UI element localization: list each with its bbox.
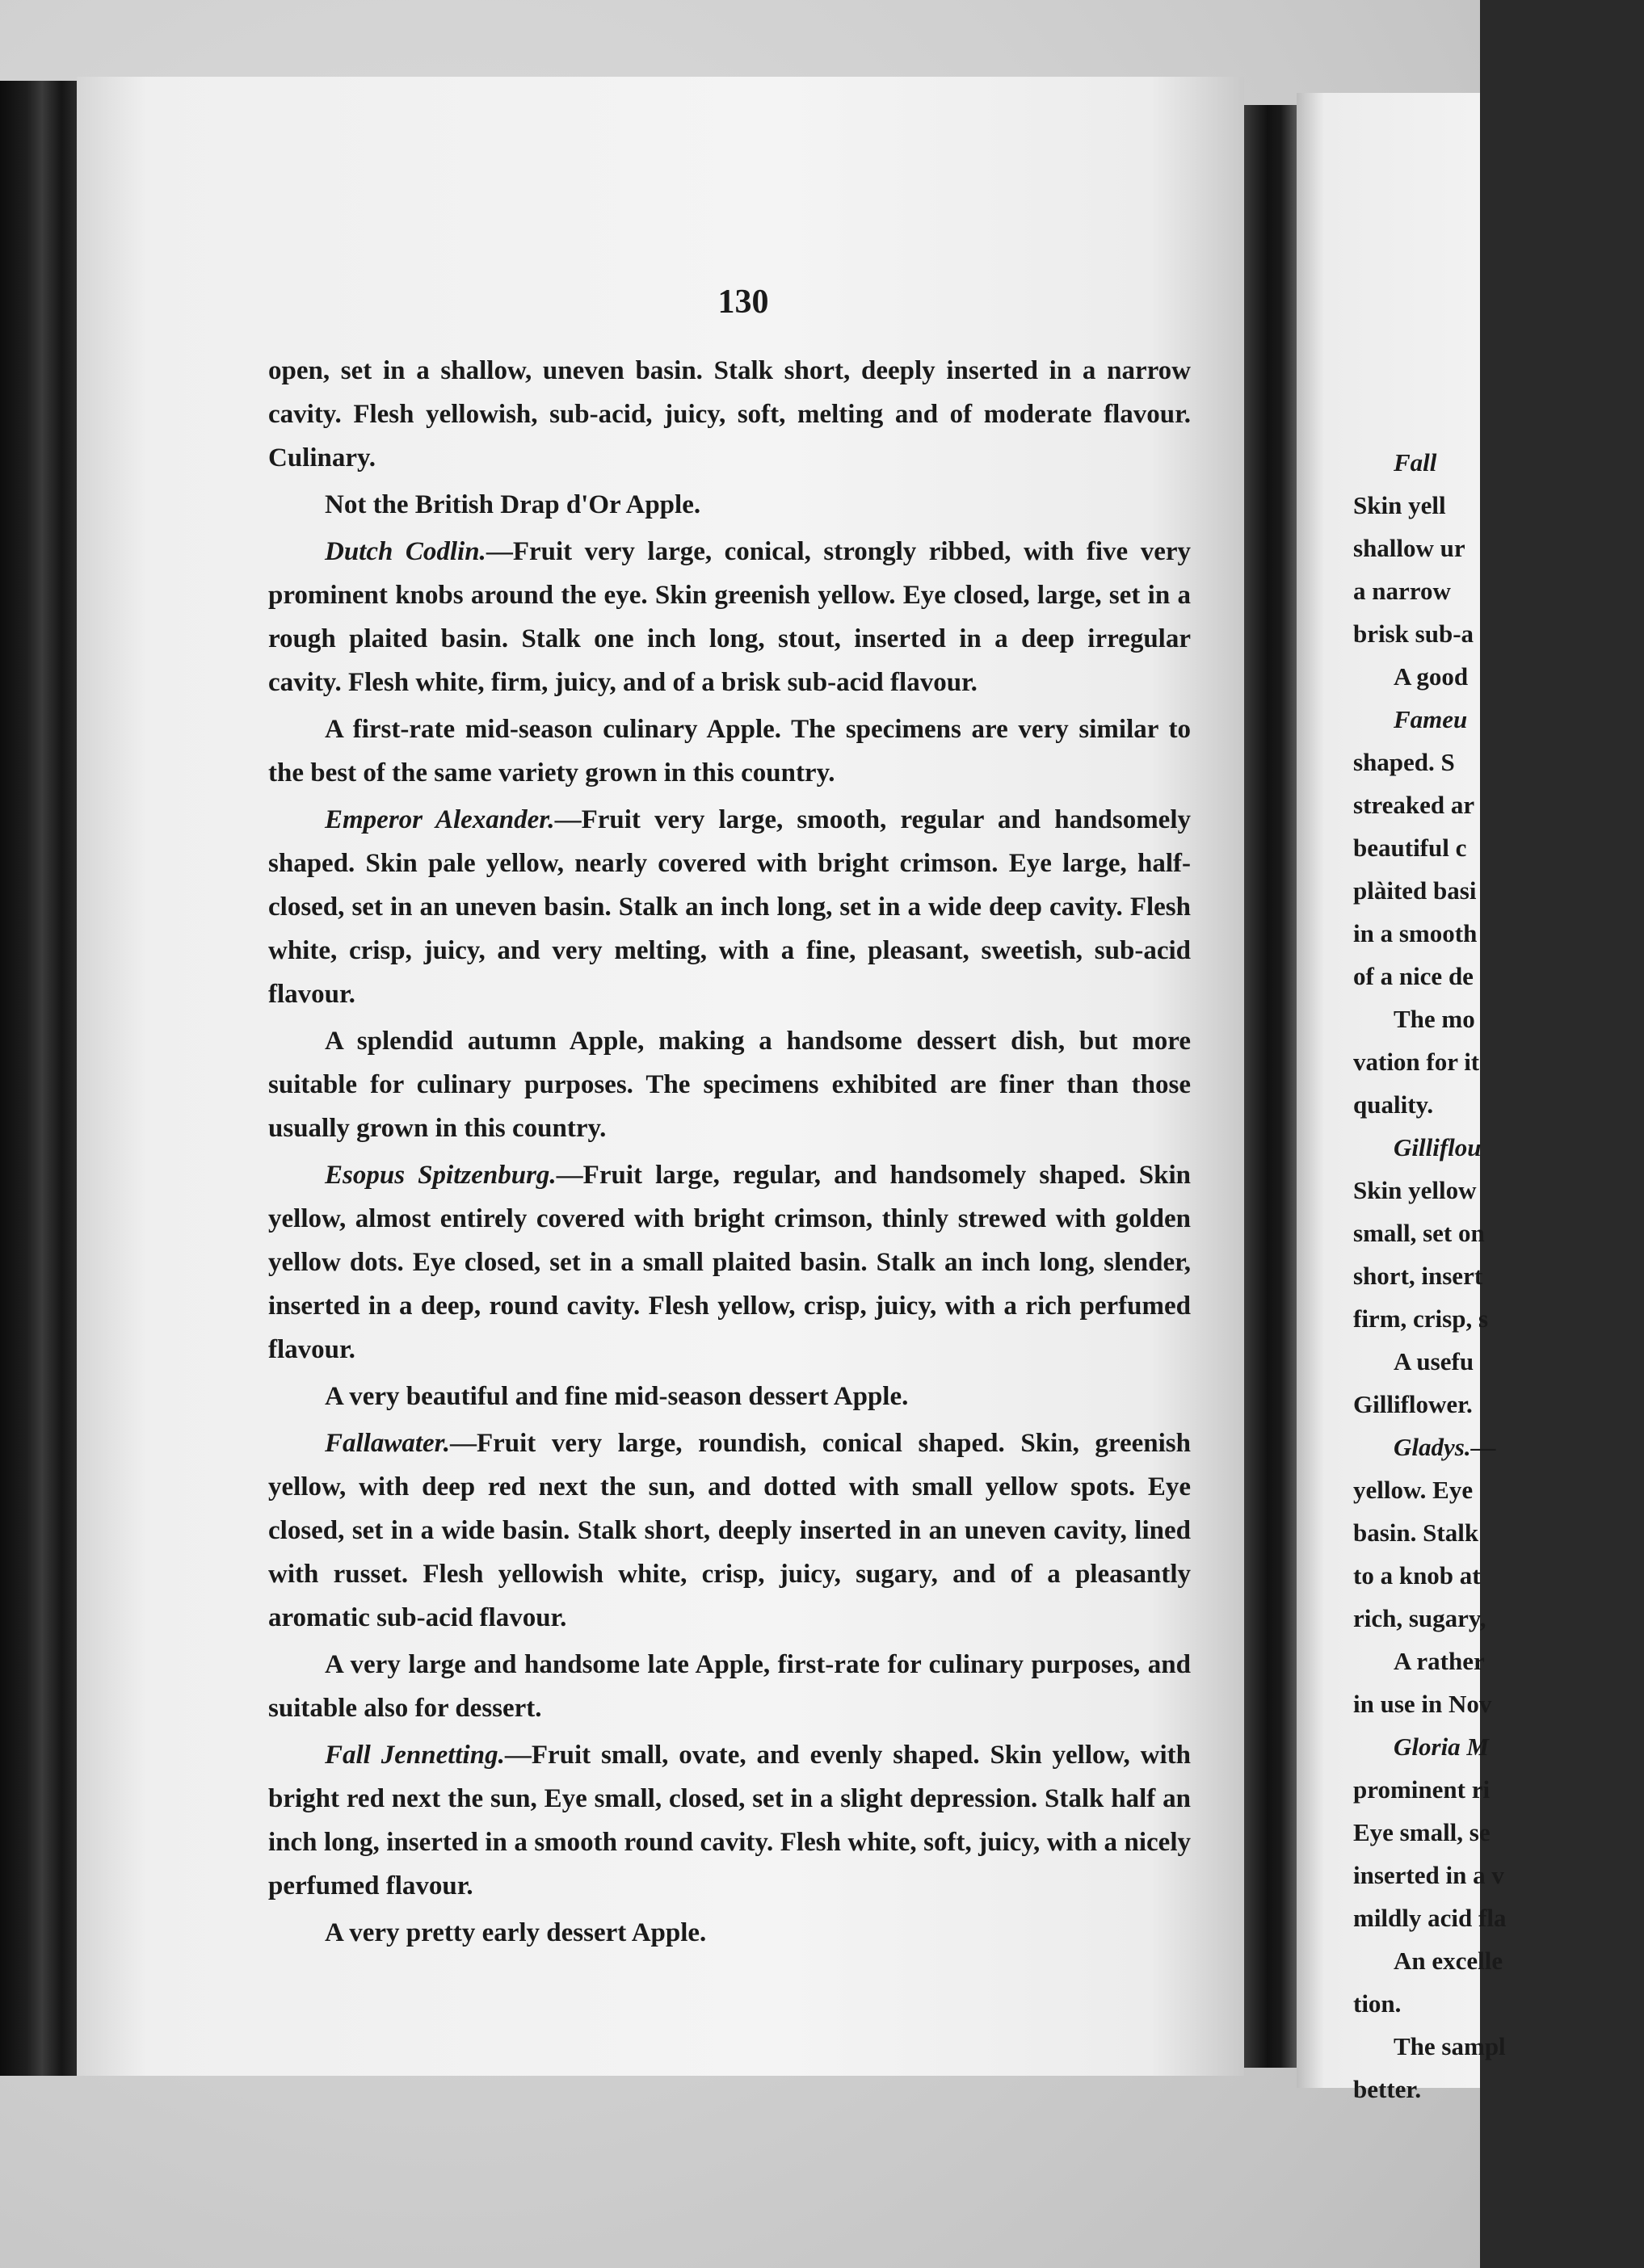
- right-page-line: A rather: [1394, 1647, 1485, 1675]
- paragraph-text: —Fruit very large, roundish, conical shaped. Skin, greenish yellow, with deep red next the sun, and dotted with small yellow spots. Eye closed, set in a wide basin. Stalk short, deeply inserted in an uneven cavity, lined with russet. Flesh yellowish white, crisp, juicy, sugary, and of a pleasantly aromatic sub-acid flavour.: [268, 1429, 1191, 1632]
- entry-title: Dutch Codlin.: [325, 537, 486, 566]
- paragraph: [268, 708, 1191, 795]
- right-page-line: An excelle: [1394, 1947, 1503, 1975]
- right-page-line: a narrow: [1353, 577, 1451, 605]
- left-page-text: [268, 349, 1191, 1958]
- right-page-line: Gladys.—: [1394, 1433, 1496, 1461]
- paragraph-text: —Fruit very large, smooth, regular and handsomely shaped. Skin pale yellow, nearly covered with bright crimson. Eye large, half-closed, set in an uneven basin. Stalk an inch long, set in a wide deep cavity. Flesh white, crisp, juicy, and very melting, with a fine, pleasant, sweetish, sub-acid flavour.: [268, 805, 1191, 1009]
- paragraph-text: —Fruit large, regular, and handsomely shaped. Skin yellow, almost entirely covered with bright crimson, thinly strewed with golden yellow dots. Eye closed, set in a small plaited basin. Stalk an inch long, slender, inserted in a deep, round cavity. Flesh yellow, crisp, juicy, with a rich perfumed flavour.: [268, 1161, 1191, 1364]
- paragraph-text: A very beautiful and fine mid-season dessert Apple.: [325, 1382, 909, 1411]
- book-gutter: [1244, 105, 1297, 2068]
- right-page-line: firm, crisp, s: [1353, 1304, 1489, 1333]
- right-page-text: [1353, 442, 1644, 2111]
- paragraph-text: —Fruit very large, conical, strongly ribbed, with five very prominent knobs around the eye. Skin greenish yellow. Eye closed, large, set in a rough plaited basin. Stalk one inch long, stout, inserted in a deep irregular cavity. Flesh white, firm, juicy, and of a brisk sub-acid flavour.: [268, 537, 1191, 697]
- entry-title: Fallawater.: [325, 1429, 450, 1458]
- right-page-line: Skin yellow: [1353, 1176, 1477, 1204]
- right-page-line: The mo: [1394, 1005, 1475, 1033]
- paragraph: [268, 349, 1191, 480]
- right-page-line: Skin yell: [1353, 491, 1446, 519]
- paragraph: [268, 483, 1191, 527]
- paragraph: [268, 1019, 1191, 1150]
- right-page-line: A good: [1394, 662, 1469, 691]
- right-page-line: quality.: [1353, 1090, 1434, 1119]
- right-page-line: brisk sub-a: [1353, 620, 1474, 648]
- paragraph: [268, 1643, 1191, 1730]
- paragraph-text: —Fruit small, ovate, and evenly shaped. Skin yellow, with bright red next the sun, Eye small, closed, set in a slight depression. Stalk half an inch long, inserted in a smooth round cavity. Flesh white, soft, juicy, with a nicely perfumed flavour.: [268, 1741, 1191, 1900]
- right-page-line: shaped. S: [1353, 748, 1455, 776]
- right-page-line: yellow. Eye: [1353, 1476, 1474, 1504]
- right-page: [1297, 93, 1507, 2103]
- paragraph: [268, 1375, 1191, 1418]
- right-page-line: plàited basi: [1353, 876, 1477, 905]
- right-page-line: basin. Stalk: [1353, 1518, 1479, 1547]
- right-page-line: Gilliflou: [1394, 1133, 1482, 1161]
- right-page-line: of a nice de: [1353, 962, 1474, 990]
- paragraph-text: A very large and handsome late Apple, first-rate for culinary purposes, and suitable also for dessert.: [268, 1650, 1191, 1723]
- right-page-line: Gloria M: [1394, 1732, 1489, 1761]
- paragraph: [268, 798, 1191, 1016]
- page-number: 130: [717, 284, 769, 321]
- paragraph-text: open, set in a shallow, uneven basin. Stalk short, deeply inserted in a narrow cavity. Flesh yellowish, sub-acid, juicy, soft, melting and of moderate flavour. Culinary.: [268, 356, 1191, 472]
- book-binding-edge: [0, 81, 77, 2076]
- right-page-line: streaked ar: [1353, 791, 1475, 819]
- right-page-line: beautiful c: [1353, 834, 1467, 862]
- right-page-line: short, insert: [1353, 1262, 1483, 1290]
- paragraph-text: Not the British Drap d'Or Apple.: [325, 490, 701, 519]
- paragraph: [268, 1422, 1191, 1640]
- paragraph-text: A very pretty early dessert Apple.: [325, 1918, 707, 1947]
- right-page-line: shallow ur: [1353, 534, 1465, 562]
- right-page-line: Fall: [1394, 448, 1437, 477]
- right-page-line: mildly acid fla: [1353, 1904, 1507, 1932]
- entry-title: Emperor Alexander.: [325, 805, 555, 834]
- entry-title: Esopus Spitzenburg.: [325, 1161, 557, 1190]
- paragraph: [268, 1733, 1191, 1908]
- right-page-line: A usefu: [1394, 1347, 1474, 1376]
- right-page-line: Eye small, se: [1353, 1818, 1491, 1846]
- right-page-line: inserted in a v: [1353, 1861, 1504, 1889]
- right-page-line: vation for it: [1353, 1048, 1480, 1076]
- paragraph-text: A first-rate mid-season culinary Apple. The specimens are very similar to the best of the same variety grown in this country.: [268, 715, 1191, 788]
- right-page-line: Fameu: [1394, 705, 1468, 733]
- right-page-line: small, set on: [1353, 1219, 1485, 1247]
- right-page-line: in a smooth: [1353, 919, 1478, 947]
- entry-title: Fall Jennetting.: [325, 1741, 505, 1770]
- right-page-line: Gilliflower.: [1353, 1390, 1473, 1418]
- right-page-line: The sampl: [1394, 2032, 1506, 2060]
- right-page-line: to a knob at: [1353, 1561, 1481, 1590]
- paragraph-text: A splendid autumn Apple, making a handsome dessert dish, but more suitable for culinary purposes. The specimens exhibited are finer than those usually grown in this country.: [268, 1027, 1191, 1143]
- right-page-line: in use in Nov: [1353, 1690, 1492, 1718]
- right-page-line: rich, sugary,: [1353, 1604, 1486, 1632]
- paragraph: [268, 1911, 1191, 1955]
- right-page-line: tion.: [1353, 1989, 1402, 2018]
- paragraph: [268, 530, 1191, 704]
- right-page-line: better.: [1353, 2075, 1422, 2103]
- paragraph: [268, 1153, 1191, 1371]
- right-page-line: prominent ri: [1353, 1775, 1491, 1804]
